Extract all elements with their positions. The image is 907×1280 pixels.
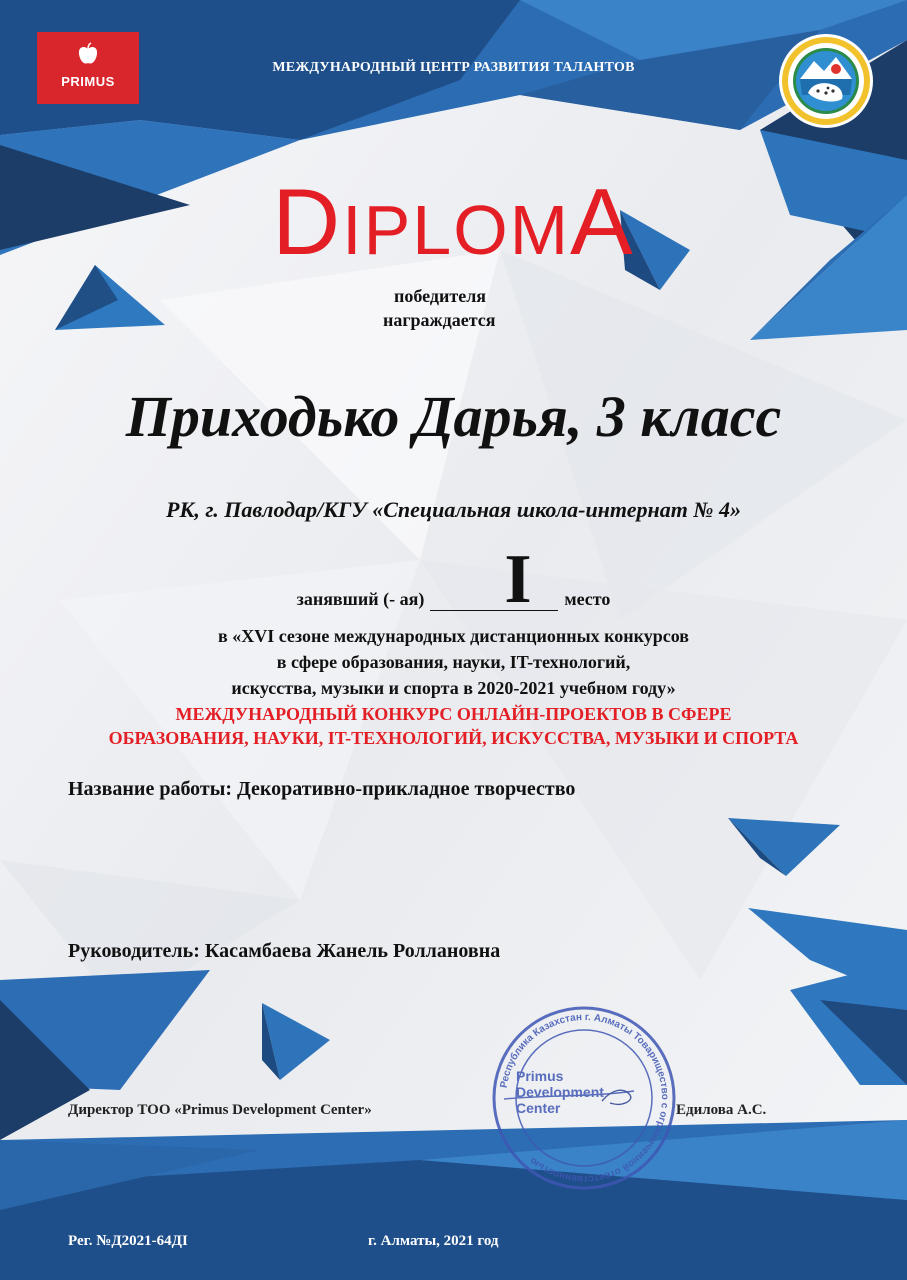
season-line-1: в «XVI сезоне международных дистанционных конкурсов [217, 626, 690, 646]
place-prefix: занявший (- ая) [296, 589, 425, 609]
season-line-2: в сфере образования, науки, IT-технологий, [276, 652, 631, 672]
season-line-3: искусства, музыки и спорта в 2020-2021 учебном году» [231, 678, 676, 698]
contest-title [0, 702, 907, 750]
director-name: Едилова А.С. [676, 1102, 767, 1118]
leader-value: Касамбаева Жанель Роллановна [204, 940, 501, 962]
recipient-school: РК, г. Павлодар/КГУ «Специальная школа-интернат № 4» [166, 497, 741, 522]
city-year: г. Алматы, 2021 год [368, 1233, 499, 1249]
logo-text: PRIMUS [61, 74, 115, 89]
stamp-ring-text: Республика Казахстан г. Алматы Товарищество с ограниченной ответственностью [498, 1011, 671, 1185]
stamp-line-2: Development [516, 1084, 604, 1100]
organization-header: МЕЖДУНАРОДНЫЙ ЦЕНТР РАЗВИТИЯ ТАЛАНТОВ [272, 60, 635, 75]
diploma-title-first: D [272, 169, 343, 274]
season-text [0, 623, 907, 701]
leader-label: Руководитель: [68, 940, 200, 962]
director-label: Директор ТОО «Primus Development Center» [68, 1102, 372, 1118]
company-stamp [484, 1003, 684, 1193]
place-line [0, 589, 907, 611]
recipient-name: Приходько Дарья, 3 класс [125, 384, 782, 449]
place-underline [430, 589, 558, 611]
contest-line-2: ОБРАЗОВАНИЯ, НАУКИ, IT-ТЕХНОЛОГИЙ, ИСКУССТВА, МУЗЫКИ И СПОРТА [108, 728, 799, 748]
stamp-line-3: Center [516, 1100, 561, 1116]
primus-logo [37, 32, 139, 104]
subtitle-winner: победителя [394, 286, 487, 306]
stamp-line-1: Primus [516, 1068, 564, 1084]
subtitle-awarded: награждается [383, 310, 496, 330]
apple-icon [78, 42, 98, 66]
place-suffix: место [564, 589, 611, 609]
contest-line-1: МЕЖДУНАРОДНЫЙ КОНКУРС ОНЛАЙН-ПРОЕКТОВ В СФЕРЕ [175, 704, 732, 724]
work-label: Название работы: [68, 778, 233, 800]
registration-number: Рег. №Д2021-64ДI [68, 1233, 188, 1249]
diploma-title-mid: IPLOM [342, 191, 570, 269]
work-title [68, 778, 575, 801]
diploma-title [0, 169, 907, 274]
place-number: I [504, 541, 532, 618]
work-value: Декоративно-прикладное творчество [237, 778, 576, 800]
leader [68, 940, 500, 963]
almaty-emblem-icon [778, 33, 874, 129]
diploma-title-last: A [570, 169, 635, 274]
